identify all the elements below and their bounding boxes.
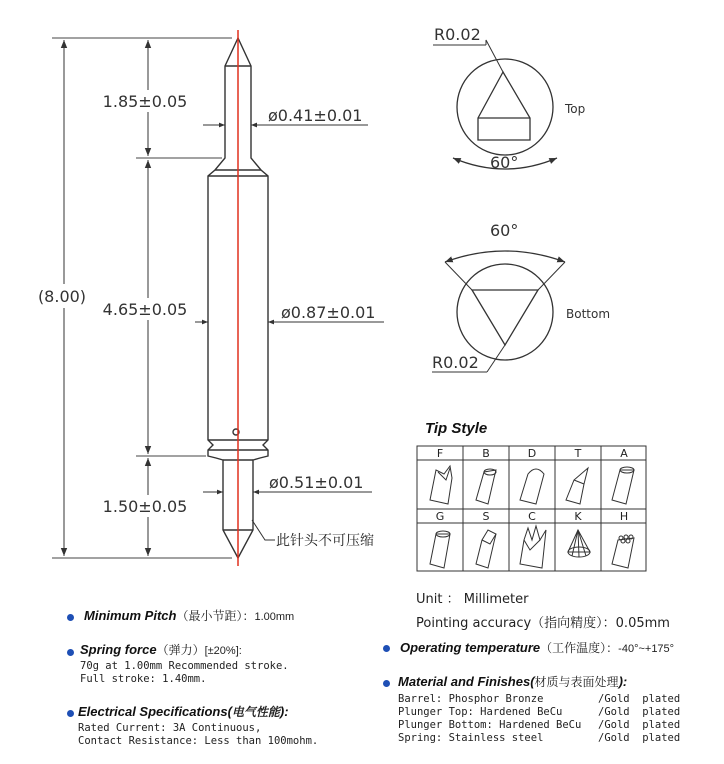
tip-k-icon xyxy=(568,530,590,557)
bottom-diameter-label: ø0.51±0.01 xyxy=(269,473,364,492)
materials-finish: /Gold plated xyxy=(598,693,681,705)
tip-b-icon xyxy=(476,469,496,504)
tip-bottom-angle: 60° xyxy=(490,221,519,240)
materials-cn: 材质与表面处理 xyxy=(534,675,619,689)
tip-bottom-label: Bottom xyxy=(566,307,611,321)
materials-part: Plunger Top: Hardened BeCu xyxy=(398,706,563,718)
tip-top-view xyxy=(453,40,557,169)
tip-style-letter-h: H xyxy=(619,510,629,523)
bullet-icon xyxy=(67,649,74,656)
materials-part: Barrel: Phosphor Bronze xyxy=(398,693,544,705)
spec-operating-temp xyxy=(400,641,674,656)
tip-top-label: Top xyxy=(565,102,586,116)
bullet-icon xyxy=(383,680,390,687)
note-leader xyxy=(252,520,275,540)
tip-top-angle: 60° xyxy=(490,153,519,172)
electrical-end: ): xyxy=(279,704,289,719)
tip-a-icon xyxy=(612,467,634,504)
materials-row xyxy=(398,706,698,719)
materials-end: ): xyxy=(618,674,628,689)
unit-line: Unit ： Millimeter xyxy=(416,592,529,607)
barrel-diameter-label: ø0.87±0.01 xyxy=(281,303,376,322)
operating-temp-cn: （工作温度）： xyxy=(540,641,619,655)
tip-bottom-radius: R0.02 xyxy=(432,353,479,372)
min-pitch-cn: （最小节距）： xyxy=(176,609,255,623)
tip-g-icon xyxy=(430,531,450,568)
materials-row xyxy=(398,719,698,732)
materials-row xyxy=(398,693,698,706)
top-diameter-label: ø0.41±0.01 xyxy=(268,106,363,125)
tip-style-letter-t: T xyxy=(574,447,582,460)
total-length-label: (8.00) xyxy=(37,287,87,306)
tip-style-letter-k: K xyxy=(574,510,582,523)
bullet-icon xyxy=(67,614,74,621)
tip-d-icon xyxy=(520,469,544,504)
spring-force-line2: Full stroke: 1.40mm. xyxy=(80,673,207,685)
materials-finish: /Gold plated xyxy=(598,719,681,731)
tip-t-icon xyxy=(566,468,588,504)
spring-force-line1: 70g at 1.00mm Recommended stroke. xyxy=(80,660,289,672)
top-length-label: 1.85±0.05 xyxy=(102,92,188,111)
materials-finish: /Gold plated xyxy=(598,706,681,718)
tip-style-letter-a: A xyxy=(620,447,628,460)
bottom-length-label: 1.50±0.05 xyxy=(102,497,188,516)
tip-style-table xyxy=(417,446,646,571)
barrel-length-label: 4.65±0.05 xyxy=(102,300,188,319)
min-pitch-value: 1.00mm xyxy=(254,611,295,623)
operating-temp-value: -40°~+175° xyxy=(618,643,675,655)
tip-h-icon xyxy=(612,535,634,568)
materials-finish: /Gold plated xyxy=(598,732,681,744)
spec-materials xyxy=(398,675,698,745)
materials-part: Spring: Stainless steel xyxy=(398,732,544,744)
tip-style-letter-g: G xyxy=(435,510,445,523)
electrical-line2: Contact Resistance: Less than 100mohm. xyxy=(78,735,319,747)
tip-style-letter-s: S xyxy=(482,510,490,523)
tip-f-icon xyxy=(430,466,452,504)
tip-s-icon xyxy=(476,530,496,568)
min-pitch-title: Minimum Pitch xyxy=(84,608,177,623)
electrical-title: Electrical Specifications( xyxy=(78,704,232,719)
spec-electrical xyxy=(78,705,318,748)
spec-min-pitch xyxy=(84,609,294,624)
tip-c-icon xyxy=(520,526,546,568)
spring-force-tol: [±20%]: xyxy=(204,645,242,657)
bullet-icon xyxy=(67,710,74,717)
materials-rows xyxy=(398,693,698,745)
operating-temp-title: Operating temperature xyxy=(400,640,541,655)
tip-style-letter-b: B xyxy=(482,447,490,460)
spring-force-cn: （弹力） xyxy=(156,643,205,657)
electrical-line1: Rated Current: 3A Continuous, xyxy=(78,722,262,734)
tip-top-radius: R0.02 xyxy=(434,25,481,44)
tip-style-title: Tip Style xyxy=(425,420,488,437)
accuracy-line: Pointing accuracy（指向精度）：0.05mm xyxy=(416,616,670,631)
tip-style-letter-d: D xyxy=(527,447,537,460)
bullet-icon xyxy=(383,645,390,652)
electrical-cn: 电气性能 xyxy=(231,705,280,719)
materials-row xyxy=(398,732,698,745)
bottom-note: 此针头不可压缩 xyxy=(276,533,374,549)
materials-part: Plunger Bottom: Hardened BeCu xyxy=(398,719,582,731)
spring-force-title: Spring force xyxy=(80,642,157,657)
tip-style-letter-c: C xyxy=(528,510,536,523)
tip-style-letter-f: F xyxy=(436,447,444,460)
materials-title: Material and Finishes( xyxy=(398,674,535,689)
spec-spring-force xyxy=(80,643,289,686)
